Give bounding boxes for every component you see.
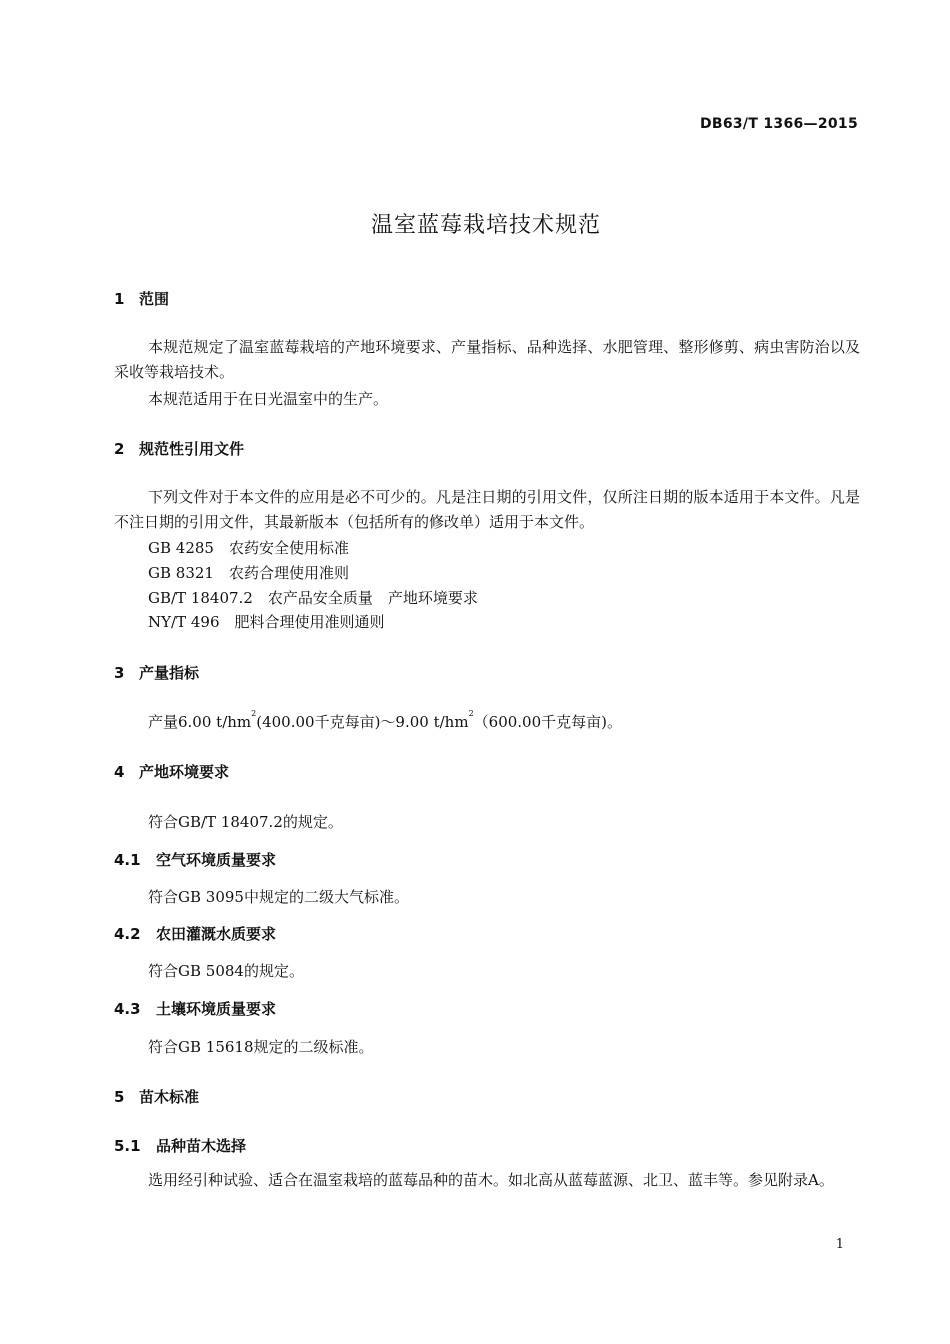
section-title: 品种苗木选择 xyxy=(156,1137,247,1155)
section-2-heading xyxy=(114,438,244,459)
section-5-1-heading xyxy=(114,1135,246,1156)
section-number: 3 xyxy=(114,664,125,682)
section-1-paragraph: 本规范规定了温室蓝莓栽培的产地环境要求、产量指标、品种选择、水肥管理、整形修剪、病虫害防治以及采收等栽培技术。 xyxy=(114,338,860,381)
section-5-1-paragraph: 选用经引种试验、适合在温室栽培的蓝莓品种的苗木。如北高从蓝莓蓝源、北卫、蓝丰等。参见附录A。 xyxy=(148,1171,834,1189)
yield-indicator-text xyxy=(148,711,622,732)
section-number: 4.1 xyxy=(114,851,141,869)
document-title: 温室蓝莓栽培技术规范 xyxy=(370,213,601,238)
section-number: 4 xyxy=(114,763,125,781)
yield-low-value: 产量6.00 t/hm xyxy=(148,713,252,731)
section-number: 4.3 xyxy=(114,1000,141,1018)
page-number: 1 xyxy=(835,1237,844,1252)
section-1-heading xyxy=(114,288,169,309)
section-title: 土壤环境质量要求 xyxy=(156,1000,277,1018)
reference-item: GB/T 18407.2 农产品安全质量 产地环境要求 xyxy=(148,589,478,607)
superscript: 2 xyxy=(251,709,257,718)
section-3-heading xyxy=(114,662,199,683)
section-title: 农田灌溉水质要求 xyxy=(156,925,277,943)
section-title: 范围 xyxy=(139,290,170,308)
reference-item: GB 8321 农药合理使用准则 xyxy=(148,564,349,582)
section-2-paragraph: 下列文件对于本文件的应用是必不可少的。凡是注日期的引用文件，仅所注日期的版本适用于本文件。凡是不注日期的引用文件，其最新版本（包括所有的修改单）适用于本文件。 xyxy=(114,488,860,531)
section-4-2-paragraph: 符合GB 5084的规定。 xyxy=(148,962,304,980)
section-title: 苗木标准 xyxy=(139,1088,200,1106)
section-title: 规范性引用文件 xyxy=(139,440,245,458)
section-title: 空气环境质量要求 xyxy=(156,851,277,869)
section-number: 5.1 xyxy=(114,1137,141,1155)
reference-item: NY/T 496 肥料合理使用准则通则 xyxy=(148,613,385,631)
section-4-1-heading xyxy=(114,849,276,870)
section-4-2-heading xyxy=(114,923,276,944)
yield-high-value: (400.00千克每亩)～9.00 t/hm xyxy=(256,713,469,731)
section-number: 5 xyxy=(114,1088,125,1106)
yield-note: （600.00千克每亩)。 xyxy=(473,713,622,731)
section-number: 4.2 xyxy=(114,925,141,943)
superscript: 2 xyxy=(468,709,474,718)
section-title: 产地环境要求 xyxy=(139,763,230,781)
section-number: 1 xyxy=(114,290,125,308)
section-4-1-paragraph: 符合GB 3095中规定的二级大气标准。 xyxy=(148,888,409,906)
document-id: DB63/T 1366—2015 xyxy=(699,116,858,132)
section-number: 2 xyxy=(114,440,125,458)
section-4-3-heading xyxy=(114,998,276,1019)
section-1-applicability: 本规范适用于在日光温室中的生产。 xyxy=(148,390,389,408)
section-4-paragraph: 符合GB/T 18407.2的规定。 xyxy=(148,813,343,831)
reference-item: GB 4285 农药安全使用标准 xyxy=(148,539,349,557)
section-title: 产量指标 xyxy=(139,664,200,682)
section-5-heading xyxy=(114,1086,199,1107)
section-4-heading xyxy=(114,761,229,782)
section-4-3-paragraph: 符合GB 15618规定的二级标准。 xyxy=(148,1038,374,1056)
